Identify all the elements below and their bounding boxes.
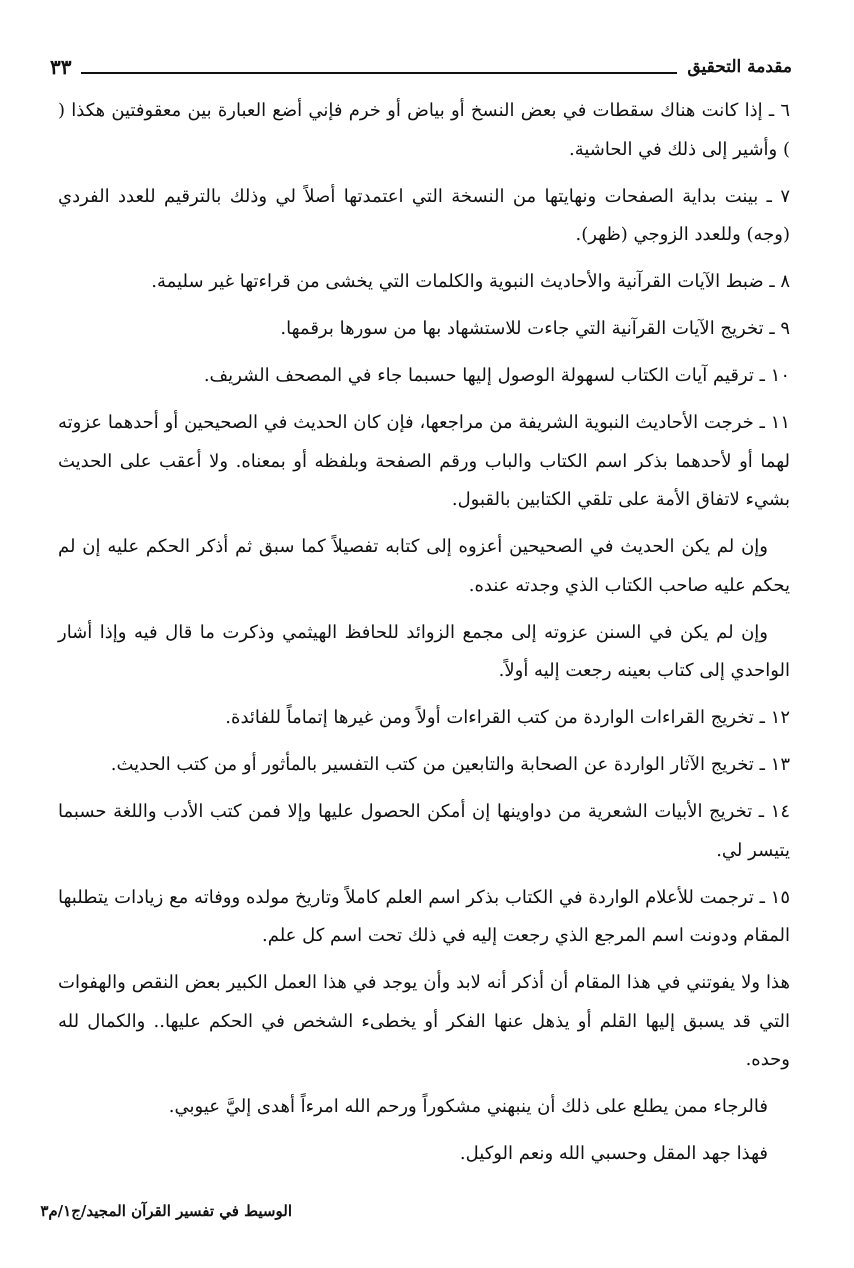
paragraph-8: ٨ ـ ضبط الآيات القرآنية والأحاديث النبوية والكلمات التي يخشى من قراءتها غير سليمة. [151,271,790,292]
paragraph-13: ١٣ ـ تخريج الآثار الواردة عن الصحابة والتابعين من كتب التفسير بالمأثور أو من كتب الحديث. [110,754,790,775]
page-header [50,52,792,82]
section-title: مقدمة التحقيق [687,57,792,77]
page-number: ٣٣ [50,55,72,79]
paragraph-11-cont-a: وإن لم يكن الحديث في الصحيحين أعزوه إلى كتابه تفصيلاً كما سبق ثم أذكر الحكم عليه إن لم يحكم عليه صاحب الكتاب الذي وجدته عنده. [58,536,790,596]
closing-request: فالرجاء ممن يطلع على ذلك أن ينبهني مشكوراً ورحم الله امرءاً أهدى إليَّ عيوبي. [168,1096,768,1117]
closing-statement: فهذا جهد المقل وحسبي الله ونعم الوكيل. [459,1143,768,1164]
paragraph-12: ١٢ ـ تخريج القراءات الواردة من كتب القراءات أولاً ومن غيرها إتماماً للفائدة. [225,707,790,728]
paragraph-9: ٩ ـ تخريج الآيات القرآنية التي جاءت للاستشهاد بها من سورها برقمها. [280,318,790,339]
paragraph-6: ٦ ـ إذا كانت هناك سقطات في بعض النسخ أو بياض أو خرم فإني أضع العبارة بين معقوفتين هكذا ( ) وأشير إلى ذلك في الحاشية. [58,100,790,160]
paragraph-15: ١٥ ـ ترجمت للأعلام الواردة في الكتاب بذكر اسم العلم كاملاً وتاريخ مولده ووفاته مع زيادات يتطلبها المقام ودونت اسم المرجع الذي رجعت إليه في ذلك تحت اسم كل علم. [58,886,790,946]
page-body [58,92,790,1182]
paragraph-11: ١١ ـ خرجت الأحاديث النبوية الشريفة من مراجعها، فإن كان الحديث في الصحيحين أو أحدهما عزوته لهما أو لأحدهما بذكر اسم الكتاب والباب ورقم الصفحة وبلفظه أو بمعناه. ولا أعقب على الحديث بشيء لاتفاق الأمة على تلقي الكتابين بالقبول. [58,412,790,510]
closing-paragraph: هذا ولا يفوتني في هذا المقام أن أذكر أنه لابد وأن يوجد في هذا العمل الكبير بعض النقص والهفوات التي قد يسبق إليها القلم أو يذهل عنها الفكر أو يخطىء الشخص في الحكم عليها.. والكمال لله وحده. [58,972,790,1070]
footer-signature: الوسيط في تفسير القرآن المجيد/ج١/م٣ [40,1202,292,1220]
paragraph-14: ١٤ ـ تخريج الأبيات الشعرية من دواوينها إن أمكن الحصول عليها وإلا فمن كتب الأدب واللغة حسبما يتيسر لي. [58,801,790,861]
paragraph-10: ١٠ ـ ترقيم آيات الكتاب لسهولة الوصول إليها حسبما جاء في المصحف الشريف. [203,365,790,386]
paragraph-7: ٧ ـ بينت بداية الصفحات ونهايتها من النسخة التي اعتمدتها أصلاً لي وذلك بالترقيم للعدد الفردي (وجه) وللعدد الزوجي (ظهر). [58,185,790,245]
header-rule [81,72,677,74]
paragraph-11-cont-b: وإن لم يكن في السنن عزوته إلى مجمع الزوائد للحافظ الهيثمي وذكرت ما قال فيه وإذا أشار الواحدي إلى كتاب بعينه رجعت إليه أولاً. [58,621,790,681]
